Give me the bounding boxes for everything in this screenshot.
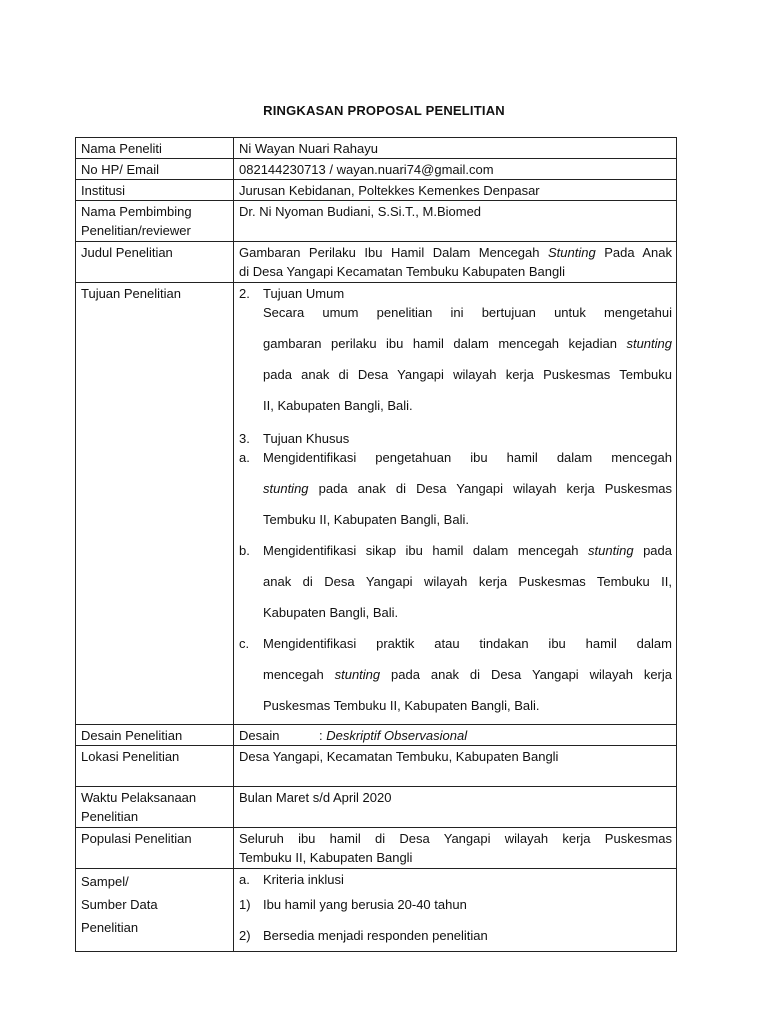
row-value: Jurusan Kebidanan, Poltekkes Kemenkes Denpasar xyxy=(234,180,677,201)
table-row xyxy=(76,787,677,828)
row-value: Bulan Maret s/d April 2020 xyxy=(234,787,677,828)
table-row xyxy=(76,180,677,201)
row-value: Desain : Deskriptif Observasional xyxy=(234,725,677,746)
table-row xyxy=(76,242,677,283)
sampel-content xyxy=(234,869,677,952)
row-label xyxy=(76,787,234,828)
row-value: 082144230713 / wayan.nuari74@gmail.com xyxy=(234,159,677,180)
table-row xyxy=(76,746,677,787)
table-row xyxy=(76,283,677,725)
row-value xyxy=(234,828,677,869)
tujuan-khusus-heading: 3. Tujuan Khusus xyxy=(239,431,350,446)
label-line: Penelitian xyxy=(81,809,139,824)
label-line: Nama Pembimbing xyxy=(81,204,192,219)
label-line: Waktu Pelaksanaan xyxy=(81,790,197,805)
list-item: 1) Ibu hamil yang berusia 20-40 tahun xyxy=(239,897,467,912)
row-label xyxy=(76,201,234,242)
row-label: Nama Peneliti xyxy=(76,138,234,159)
row-label: Desain Penelitian xyxy=(76,725,234,746)
row-label: Populasi Penelitian xyxy=(76,828,234,869)
tujuan-umum-text: Secara umum penelitian ini bertujuan untuk mengetahui gambaran perilaku ibu hamil dalam mencegah kejadian stunting pada anak di Desa Yangapi wilayah kerja Puskesmas Tembuku II, Kabupaten Bangli, Bali. xyxy=(263,305,672,413)
row-label xyxy=(76,869,234,952)
row-value: Desa Yangapi, Kecamatan Tembuku, Kabupaten Bangli xyxy=(234,746,677,787)
row-label: Tujuan Penelitian xyxy=(76,283,234,725)
row-value: Dr. Ni Nyoman Budiani, S.Si.T., M.Biomed xyxy=(234,201,677,242)
proposal-summary-table xyxy=(75,137,677,952)
row-label: Institusi xyxy=(76,180,234,201)
table-row xyxy=(76,828,677,869)
label-line: Sampel/ xyxy=(81,874,129,889)
table-row xyxy=(76,159,677,180)
label-line: Sumber Data xyxy=(81,897,158,912)
list-item: c. Mengidentifikasi praktik atau tindakan ibu hamil dalam mencegah stunting pada anak di Desa Yangapi wilayah kerja Puskesmas Tembuku II, Kabupaten Bangli, Bali. xyxy=(239,636,672,713)
list-item: a. Mengidentifikasi pengetahuan ibu hamil dalam mencegah stunting pada anak di Desa Yangapi wilayah kerja Puskesmas Tembuku II, Kabupaten Bangli, Bali. xyxy=(239,450,672,527)
table-row xyxy=(76,138,677,159)
document-title: RINGKASAN PROPOSAL PENELITIAN xyxy=(263,103,505,118)
table-row xyxy=(76,725,677,746)
row-label: Judul Penelitian xyxy=(76,242,234,283)
row-value: Ni Wayan Nuari Rahayu xyxy=(234,138,677,159)
value-line: Gambaran Perilaku Ibu Hamil Dalam Mencegah Stunting Pada Anak xyxy=(239,245,672,260)
label-line: Penelitian/reviewer xyxy=(81,223,191,238)
list-item: b. Mengidentifikasi sikap ibu hamil dalam mencegah stunting pada anak di Desa Yangapi wilayah kerja Puskesmas Tembuku II, Kabupaten Bangli, Bali. xyxy=(239,543,672,620)
row-label: Lokasi Penelitian xyxy=(76,746,234,787)
list-item: 2) Bersedia menjadi responden penelitian xyxy=(239,928,488,943)
label-line: Penelitian xyxy=(81,920,139,935)
tujuan-content xyxy=(234,283,677,725)
value-line: di Desa Yangapi Kecamatan Tembuku Kabupaten Bangli xyxy=(239,264,565,279)
tujuan-umum-heading: 2. Tujuan Umum xyxy=(239,286,345,301)
row-value xyxy=(234,242,677,283)
list-item: a. Kriteria inklusi xyxy=(239,872,344,887)
value-line: Seluruh ibu hamil di Desa Yangapi wilayah kerja Puskesmas xyxy=(239,831,672,846)
row-label: No HP/ Email xyxy=(76,159,234,180)
value-line: Tembuku II, Kabupaten Bangli xyxy=(239,850,413,865)
table-row xyxy=(76,869,677,952)
table-row xyxy=(76,201,677,242)
